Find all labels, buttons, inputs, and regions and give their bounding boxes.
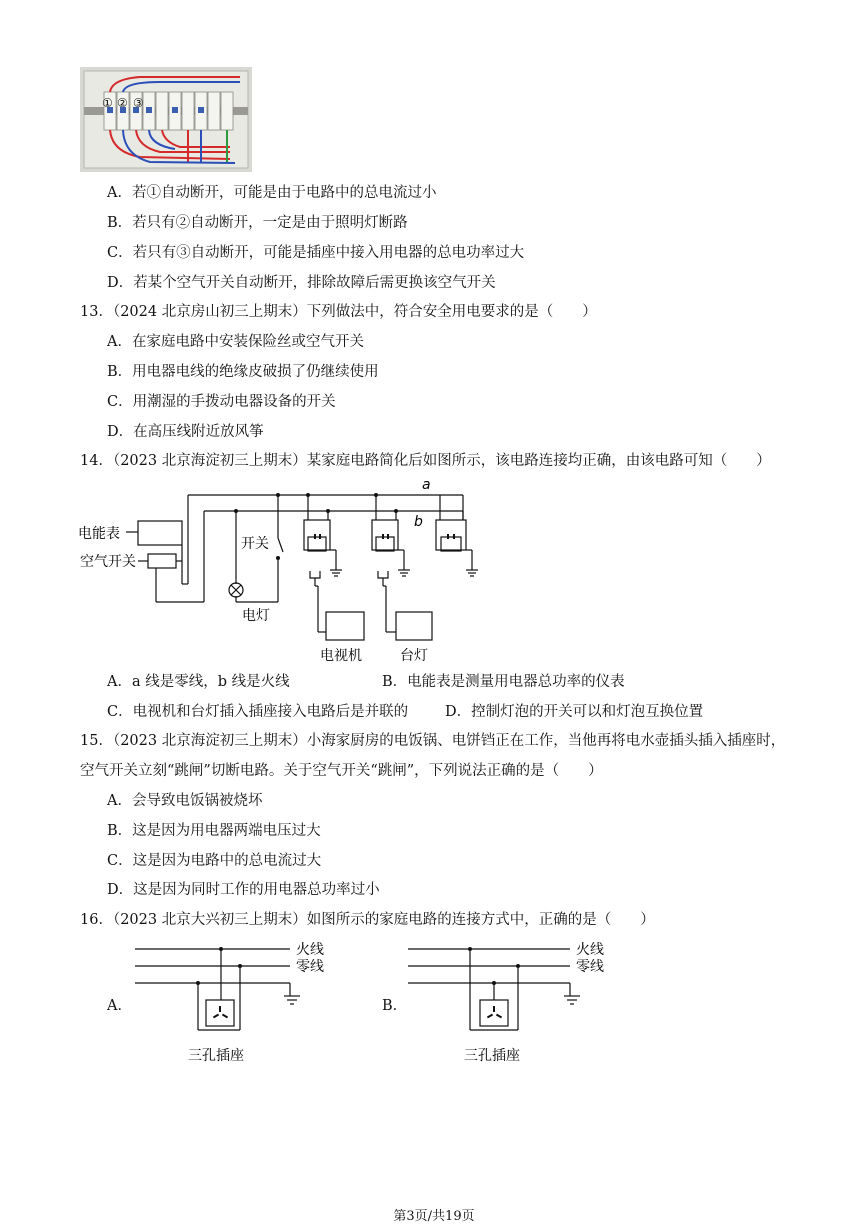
q13-option-b: B．用电器电线的绝缘皮破损了仍继续使用	[107, 364, 379, 380]
q14-option-c: C．电视机和台灯插入插座接入电路后是并联的	[107, 704, 409, 720]
tv-label: 电视机	[320, 648, 362, 664]
q16b-neutral-label: 零线	[576, 959, 604, 975]
q16-stem: 16．（2023 北京大兴初三上期末）如图所示的家庭电路的连接方式中，正确的是（ ）	[80, 912, 655, 928]
q13-option-d: D．在高压线附近放风筝	[107, 424, 264, 440]
page-footer: 第3页/共19页	[393, 1209, 475, 1224]
q14-circuit-diagram	[78, 474, 478, 670]
q15-stem-line1: 15．（2023 北京海淀初三上期末）小海家厨房的电饭锅、电饼铛正在工作，当他再将电水壶插头插入插座时，	[80, 733, 786, 749]
meter-label: 电能表	[78, 526, 120, 542]
breaker-label: 空气开关	[80, 554, 136, 570]
q16-diagram-b	[378, 938, 618, 1068]
q13-stem: 13．（2024 北京房山初三上期末）下列做法中，符合安全用电要求的是（ ）	[80, 304, 597, 320]
q16b-socket-label: 三孔插座	[464, 1048, 520, 1064]
line-b-label: b	[414, 514, 423, 530]
q12-option-c: C．若只有③自动断开，可能是插座中接入用电器的总电功率过大	[107, 245, 525, 261]
photo-label-2: ②	[117, 96, 128, 110]
q15-stem-line2: 空气开关立刻“跳闸”切断电路。关于空气开关“跳闸”，下列说法正确的是（ ）	[80, 763, 603, 779]
q13-option-c: C．用潮湿的手拨动电器设备的开关	[107, 394, 336, 410]
q16-option-b-label: B．	[382, 998, 408, 1014]
q16a-neutral-label: 零线	[296, 959, 324, 975]
photo-label-1: ①	[102, 96, 113, 110]
desk-lamp-label: 台灯	[400, 648, 428, 664]
q14-option-b: B．电能表是测量用电器总功率的仪表	[382, 674, 625, 690]
q14-option-a: A．a 线是零线，b 线是火线	[107, 674, 290, 690]
switch-label: 开关	[241, 536, 269, 552]
q16-diagram-a	[100, 938, 330, 1068]
q15-option-c: C．这是因为电路中的总电流过大	[107, 853, 322, 869]
breaker-panel-photo	[80, 67, 252, 172]
q12-option-a: A．若①自动断开，可能是由于电路中的总电流过小	[107, 185, 437, 201]
q16b-live-label: 火线	[576, 942, 604, 958]
q16a-socket-label: 三孔插座	[188, 1048, 244, 1064]
q12-option-b: B．若只有②自动断开，一定是由于照明灯断路	[107, 215, 408, 231]
q14-option-d: D．控制灯泡的开关可以和灯泡互换位置	[445, 704, 704, 720]
lamp-label: 电灯	[242, 608, 270, 624]
photo-label-3: ③	[133, 96, 144, 110]
line-a-label: a	[422, 477, 431, 493]
q15-option-a: A．会导致电饭锅被烧坏	[107, 793, 263, 809]
q14-stem: 14．（2023 北京海淀初三上期末）某家庭电路简化后如图所示，该电路连接均正确，由该电路可知（ ）	[80, 453, 771, 469]
q15-option-d: D．这是因为同时工作的用电器总功率过小	[107, 882, 380, 898]
q16a-live-label: 火线	[296, 942, 324, 958]
q15-option-b: B．这是因为用电器两端电压过大	[107, 823, 321, 839]
q12-option-d: D．若某个空气开关自动断开，排除故障后需更换该空气开关	[107, 275, 496, 291]
q16-option-a-label: A．	[107, 998, 132, 1014]
q13-option-a: A．在家庭电路中安装保险丝或空气开关	[107, 334, 364, 350]
